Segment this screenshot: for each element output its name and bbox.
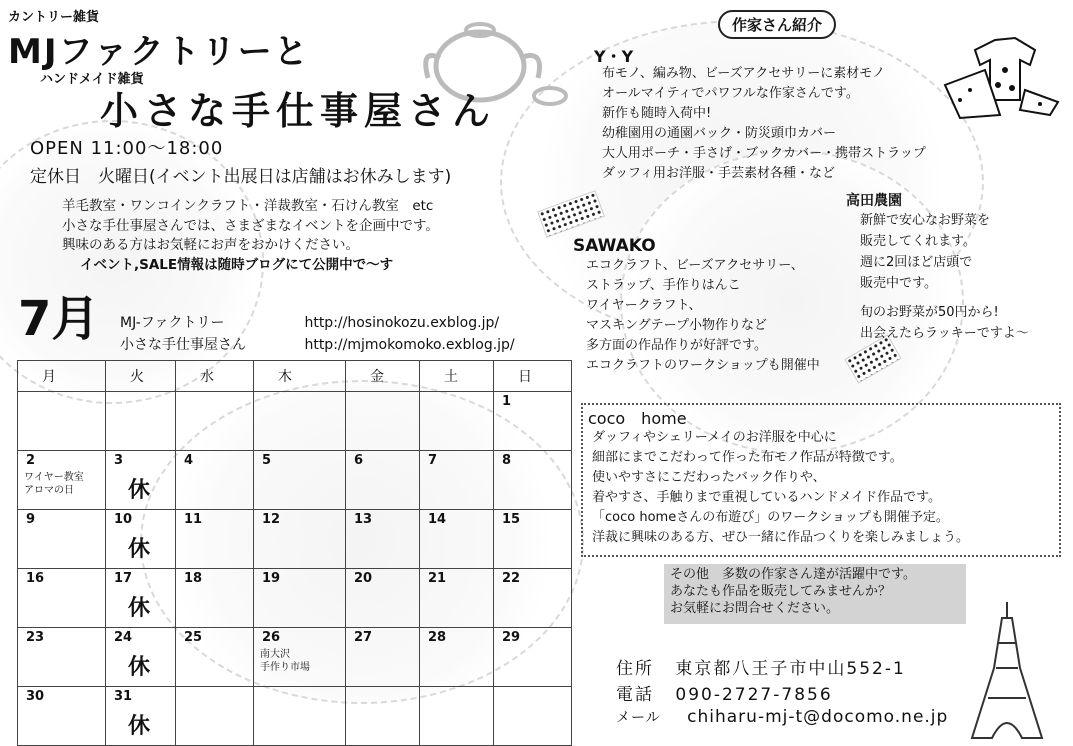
mail-label: メール: [616, 710, 661, 726]
calendar-day-cell: [106, 451, 176, 510]
day-number: 27: [354, 630, 373, 645]
calendar-day-cell: [18, 569, 106, 628]
calendar-day-cell: [420, 510, 494, 569]
recruit-line: その他 多数の作家さん達が活躍中です。: [670, 567, 916, 582]
calendar-day-cell: [420, 628, 494, 687]
desc-line: 販売してくれます。: [860, 234, 976, 249]
calendar-week-row: [18, 510, 572, 569]
calendar-day-cell: [176, 392, 254, 451]
day-number: 10: [114, 512, 133, 527]
contact-address: [616, 654, 906, 679]
intro-text: [62, 197, 439, 275]
contact-mail: [616, 707, 948, 727]
day-number: 20: [354, 571, 373, 586]
artist-sawako-desc: [586, 256, 820, 376]
desc-line: エコクラフトのワークショップも開催中: [586, 358, 820, 373]
closed-days: 定休日 火曜日(イベント出展日は店舗はお休みします): [30, 167, 452, 187]
weekday-header: 月: [18, 361, 106, 392]
desc-line: 週に2回ほど店頭で: [860, 255, 973, 270]
weekday-header: 水: [176, 361, 254, 392]
day-number: 9: [26, 512, 36, 527]
day-number: 31: [114, 689, 133, 704]
calendar-day-cell: [346, 569, 420, 628]
calendar-day-cell: [494, 451, 572, 510]
recruit-line: お気軽にお問合せください。: [670, 601, 840, 616]
sub-label: ハンドメイド雑貨: [40, 72, 144, 87]
weekday-header: 日: [494, 361, 572, 392]
calendar-day-cell: [494, 628, 572, 687]
desc-line: 使いやすさにこだわったバック作りや、: [592, 470, 826, 485]
calendar-day-cell: [254, 451, 346, 510]
calendar-week-row: [18, 687, 572, 746]
day-number: 25: [184, 630, 203, 645]
closed-day-mark: 休: [128, 478, 151, 503]
desc-line: 新作も随時入荷中!: [602, 106, 712, 121]
calendar-day-cell: [176, 569, 254, 628]
calendar-day-cell: [176, 510, 254, 569]
artist-yy-desc: [602, 64, 926, 184]
weekday-header: 木: [254, 361, 346, 392]
day-number: 26: [262, 630, 281, 645]
calendar-day-cell: [254, 687, 346, 746]
desc-line: ダッフィ用お洋服・手芸素材各種・など: [602, 166, 835, 181]
desc-line: マスキングテープ小物作りなど: [586, 318, 767, 333]
calendar-day-cell: [106, 628, 176, 687]
day-number: 18: [184, 571, 203, 586]
intro-line: 興味のある方はお気軽にお声をおかけください。: [62, 237, 359, 253]
desc-line: 「coco homeさんの布遊び」のワークショップも開催予定。: [592, 510, 949, 525]
day-number: 24: [114, 630, 133, 645]
calendar-day-cell: [176, 687, 254, 746]
calendar-day-cell: [254, 510, 346, 569]
day-number: 28: [428, 630, 447, 645]
day-number: 14: [428, 512, 447, 527]
calendar: [17, 360, 572, 746]
desc-line: オールマイティでパワフルな作家さんです。: [602, 86, 859, 101]
day-number: 2: [26, 453, 36, 468]
blog-entry: [120, 334, 515, 356]
day-number: 11: [184, 512, 203, 527]
desc-line: 多方面の作品作りが好評です。: [586, 338, 767, 353]
shop-name-2: 小さな手仕事屋さん: [100, 89, 497, 133]
artist-takada-extra: [860, 302, 1029, 344]
desc-line: 出会えたらラッキーですよ～: [860, 326, 1029, 341]
day-number: 30: [26, 689, 45, 704]
calendar-day-cell: [346, 628, 420, 687]
day-event-note: ワイヤー教室 アロマの日: [24, 472, 84, 496]
day-number: 21: [428, 571, 447, 586]
day-number: 29: [502, 630, 521, 645]
day-number: 4: [184, 453, 194, 468]
artist-takada-desc: [860, 210, 990, 294]
blog-list: [120, 312, 515, 356]
address-label: 住所: [616, 659, 654, 679]
day-number: 7: [428, 453, 438, 468]
calendar-day-cell: [494, 687, 572, 746]
artist-takada-name: 高田農園: [846, 193, 902, 209]
calendar-day-cell: [254, 569, 346, 628]
blog-url[interactable]: http://hosinokozu.exblog.jp/: [304, 315, 500, 331]
calendar-day-cell: [494, 510, 572, 569]
contact-phone: [616, 680, 833, 705]
calendar-week-row: [18, 451, 572, 510]
blog-entry: [120, 312, 515, 334]
calendar-day-cell: [494, 392, 572, 451]
artist-sawako-name: SAWAKO: [573, 236, 656, 256]
calendar-day-cell: [18, 451, 106, 510]
day-number: 13: [354, 512, 373, 527]
shop-name: MJファクトリーと: [8, 32, 310, 72]
desc-line: ワイヤークラフト、: [586, 298, 702, 313]
calendar-day-cell: [254, 628, 346, 687]
calendar-day-cell: [106, 687, 176, 746]
weekday-header: 土: [420, 361, 494, 392]
mail-value[interactable]: chiharu-mj-t@docomo.ne.jp: [687, 707, 949, 727]
day-number: 6: [354, 453, 364, 468]
phone-value: 090-2727-7856: [675, 685, 833, 705]
calendar-day-cell: [346, 510, 420, 569]
calendar-day-cell: [176, 451, 254, 510]
blog-name: 小さな手仕事屋さん: [120, 337, 246, 353]
desc-line: 販売中です。: [860, 276, 937, 291]
open-hours: OPEN 11:00～18:00: [30, 138, 224, 159]
desc-line: 幼稚園用の通園バック・防災頭巾カバー: [602, 126, 837, 141]
eiffel-tower-icon: [962, 598, 1052, 742]
calendar-day-cell: [420, 451, 494, 510]
intro-line: 羊毛教室・ワンコインクラフト・洋裁教室・石けん教室 etc: [62, 198, 434, 214]
intro-line: 小さな手仕事屋さんでは、さまざまなイベントを企画中です。: [62, 217, 439, 234]
calendar-day-cell: [18, 510, 106, 569]
desc-line: ダッフィやシェリーメイのお洋服を中心に: [592, 430, 837, 445]
weekday-header: 金: [346, 361, 420, 392]
day-number: 5: [262, 453, 272, 468]
day-number: 16: [26, 571, 45, 586]
calendar-day-cell: [18, 628, 106, 687]
day-number: 17: [114, 571, 133, 586]
calendar-day-cell: [106, 510, 176, 569]
day-event-note: 南大沢 手作り市場: [260, 649, 310, 673]
desc-line: 洋裁に興味のある方、ぜひ一緒に作品つくりを楽しみましょう。: [592, 530, 970, 545]
closed-day-mark: 休: [128, 537, 151, 562]
calendar-day-cell: [494, 569, 572, 628]
calendar-day-cell: [346, 392, 420, 451]
desc-line: 布モノ、編み物、ビーズアクセサリーに素材モノ: [602, 66, 886, 81]
day-number: 1: [502, 394, 512, 409]
desc-line: 細部にまでこだわって作った布モノ作品が特徴です。: [592, 450, 903, 465]
month-title: 7月: [18, 291, 100, 347]
calendar-day-cell: [420, 569, 494, 628]
calendar-day-cell: [18, 687, 106, 746]
calendar-day-cell: [420, 687, 494, 746]
desc-line: ストラップ、手作りはんこ: [586, 278, 741, 293]
artist-coco-desc: [592, 428, 969, 548]
calendar-day-cell: [346, 687, 420, 746]
artists-badge: 作家さん紹介: [718, 10, 836, 39]
calendar-day-cell: [176, 628, 254, 687]
recruit-text: [670, 566, 916, 617]
closed-day-mark: 休: [128, 596, 151, 621]
weekday-header: 火: [106, 361, 176, 392]
day-number: 8: [502, 453, 512, 468]
calendar-week-row: [18, 569, 572, 628]
day-number: 12: [262, 512, 281, 527]
desc-line: 新鮮で安心なお野菜を: [860, 213, 991, 228]
desc-line: 旬のお野菜が50円から!: [860, 305, 999, 320]
calendar-day-cell: [106, 392, 176, 451]
calendar-week-row: [18, 628, 572, 687]
calendar-day-cell: [346, 451, 420, 510]
calendar-header-row: [18, 361, 572, 392]
calendar-week-row: [18, 392, 572, 451]
calendar-day-cell: [254, 392, 346, 451]
blog-url[interactable]: http://mjmokomoko.exblog.jp/: [304, 337, 515, 353]
artist-coco-name: coco home: [588, 409, 687, 428]
calendar-day-cell: [420, 392, 494, 451]
recruit-line: あなたも作品を販売してみませんか？: [670, 584, 892, 599]
day-number: 3: [114, 453, 124, 468]
top-label: カントリー雑貨: [8, 10, 100, 25]
day-number: 23: [26, 630, 45, 645]
day-number: 22: [502, 571, 521, 586]
intro-line: イベント,SALE情報は随時ブログにて公開中で～す: [80, 256, 394, 273]
artist-yy-name: Y・Y: [594, 47, 634, 66]
sewing-icon: [940, 30, 1065, 120]
day-number: 19: [262, 571, 281, 586]
desc-line: エコクラフト、ビーズアクセサリー、: [586, 258, 804, 273]
address-value: 東京都八王子市中山552-1: [675, 659, 906, 679]
closed-day-mark: 休: [128, 714, 151, 739]
closed-day-mark: 休: [128, 655, 151, 680]
desc-line: 着やすさ、手触りまで重視しているハンドメイド作品です。: [592, 490, 942, 505]
desc-line: 大人用ポーチ・手さげ・ブックカバー・携帯ストラップ: [602, 146, 926, 161]
day-number: 15: [502, 512, 521, 527]
calendar-day-cell: [106, 569, 176, 628]
calendar-day-cell: [18, 392, 106, 451]
phone-label: 電話: [616, 685, 654, 705]
blog-name: MJ-ファクトリー: [120, 315, 225, 331]
